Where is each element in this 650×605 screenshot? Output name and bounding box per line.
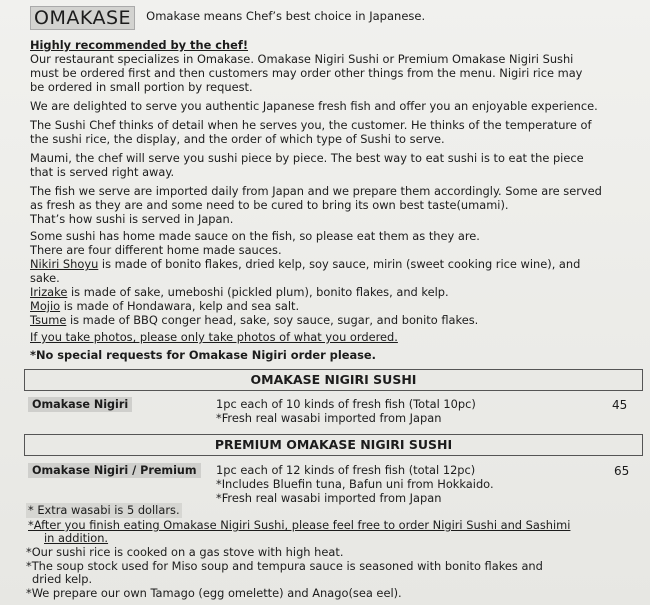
menu-item-desc: *Includes Bluefin tuna, Bafun uni from Hokkaido. — [216, 477, 494, 491]
sauce-text: is made of bonito flakes, dried kelp, soy sauce, mirin (sweet cooking rice wine), and — [98, 257, 581, 271]
page-subtitle: Omakase means Chef’s best choice in Japanese. — [146, 9, 426, 23]
intro-p1-l1: Our restaurant specializes in Omakase. Omakase Nigiri Sushi or Premium Omakase Nigiri Sushi — [30, 52, 574, 66]
sauce-line — [30, 271, 60, 286]
intro-p4-l2: that is served right away. — [30, 165, 175, 179]
tamago-note: *We prepare our own Tamago (egg omelette) and Anago(sea eel). — [26, 586, 402, 600]
sauce-text: is made of BBQ conger head, sake, soy sauce, sugar, and bonito flakes. — [66, 313, 479, 327]
rice-note: *Our sushi rice is cooked on a gas stove with high heat. — [26, 545, 344, 559]
sauce-text: is made of Hondawara, kelp and sea salt. — [60, 299, 300, 313]
intro-p5-l2: as fresh as they are and some need to be cured to bring its own best taste(umami). — [30, 198, 509, 212]
sauce-line — [30, 313, 478, 328]
menu-item-desc: 1pc each of 12 kinds of fresh fish (total 12pc) — [216, 463, 476, 477]
intro-p6-l1: Some sushi has home made sauce on the fish, so please eat them as they are. — [30, 229, 480, 243]
intro-p6-l2: There are four different home made sauces. — [30, 243, 282, 257]
menu-item-desc: *Fresh real wasabi imported from Japan — [216, 491, 442, 505]
menu-item-price: 65 — [614, 464, 630, 478]
sauce-line — [30, 257, 580, 272]
intro-p5-l1: The fish we serve are imported daily from Japan and we prepare them accordingly. Some are served — [30, 184, 602, 198]
page-title: OMAKASE — [30, 6, 135, 30]
after-note-l2: in addition. — [44, 531, 109, 545]
intro-p1-l3: be ordered in small portion by request. — [30, 80, 253, 94]
no-requests-note: *No special requests for Omakase Nigiri order please. — [30, 348, 376, 362]
soup-note-l1: *The soup stock used for Miso soup and tempura sauce is seasoned with bonito flakes and — [26, 559, 543, 573]
sauce-name: Nikiri Shoyu — [30, 257, 99, 271]
sauce-line — [30, 299, 299, 314]
soup-note-l2: dried kelp. — [32, 572, 93, 586]
section-heading: PREMIUM OMAKASE NIGIRI SUSHI — [24, 434, 643, 456]
intro-p2: We are delighted to serve you authentic Japanese fresh fish and offer you an enjoyable experience. — [30, 99, 598, 113]
sauce-name: Irizake — [30, 285, 68, 299]
sauce-name: Mojio — [30, 299, 61, 313]
sauce-text: sake. — [30, 271, 60, 285]
intro-p5-l3: That’s how sushi is served in Japan. — [30, 212, 234, 226]
sauce-text: is made of sake, umeboshi (pickled plum), bonito flakes, and kelp. — [67, 285, 449, 299]
sauce-name: Tsume — [30, 313, 67, 327]
wasabi-note-text: * Extra wasabi is 5 dollars. — [28, 503, 180, 517]
photos-note: If you take photos, please only take photos of what you ordered. — [30, 330, 398, 344]
menu-item-price: 45 — [612, 398, 628, 412]
section-heading: OMAKASE NIGIRI SUSHI — [24, 369, 643, 391]
intro-p3-l2: the sushi rice, the display, and the order of which type of Sushi to serve. — [30, 132, 445, 146]
recommend-heading: Highly recommended by the chef! — [30, 38, 249, 52]
intro-p3-l1: The Sushi Chef thinks of detail when he serves you, the customer. He thinks of the temperature of — [30, 118, 592, 132]
menu-item-desc: *Fresh real wasabi imported from Japan — [216, 411, 442, 425]
after-note-l1: *After you finish eating Omakase Nigiri Sushi, please feel free to order Nigiri Sushi and Sashimi — [28, 518, 571, 532]
intro-p1-l2: must be ordered first and then customers may order other things from the menu. Nigiri rice may — [30, 66, 583, 80]
wasabi-note — [26, 503, 182, 518]
menu-item-name: Omakase Nigiri / Premium — [28, 463, 201, 478]
menu-item-name: Omakase Nigiri — [28, 397, 132, 412]
sauce-line — [30, 285, 449, 300]
intro-p4-l1: Maumi, the chef will serve you sushi piece by piece. The best way to eat sushi is to eat the piece — [30, 151, 584, 165]
header — [30, 6, 425, 30]
menu-item-desc: 1pc each of 10 kinds of fresh fish (Total 10pc) — [216, 397, 476, 411]
